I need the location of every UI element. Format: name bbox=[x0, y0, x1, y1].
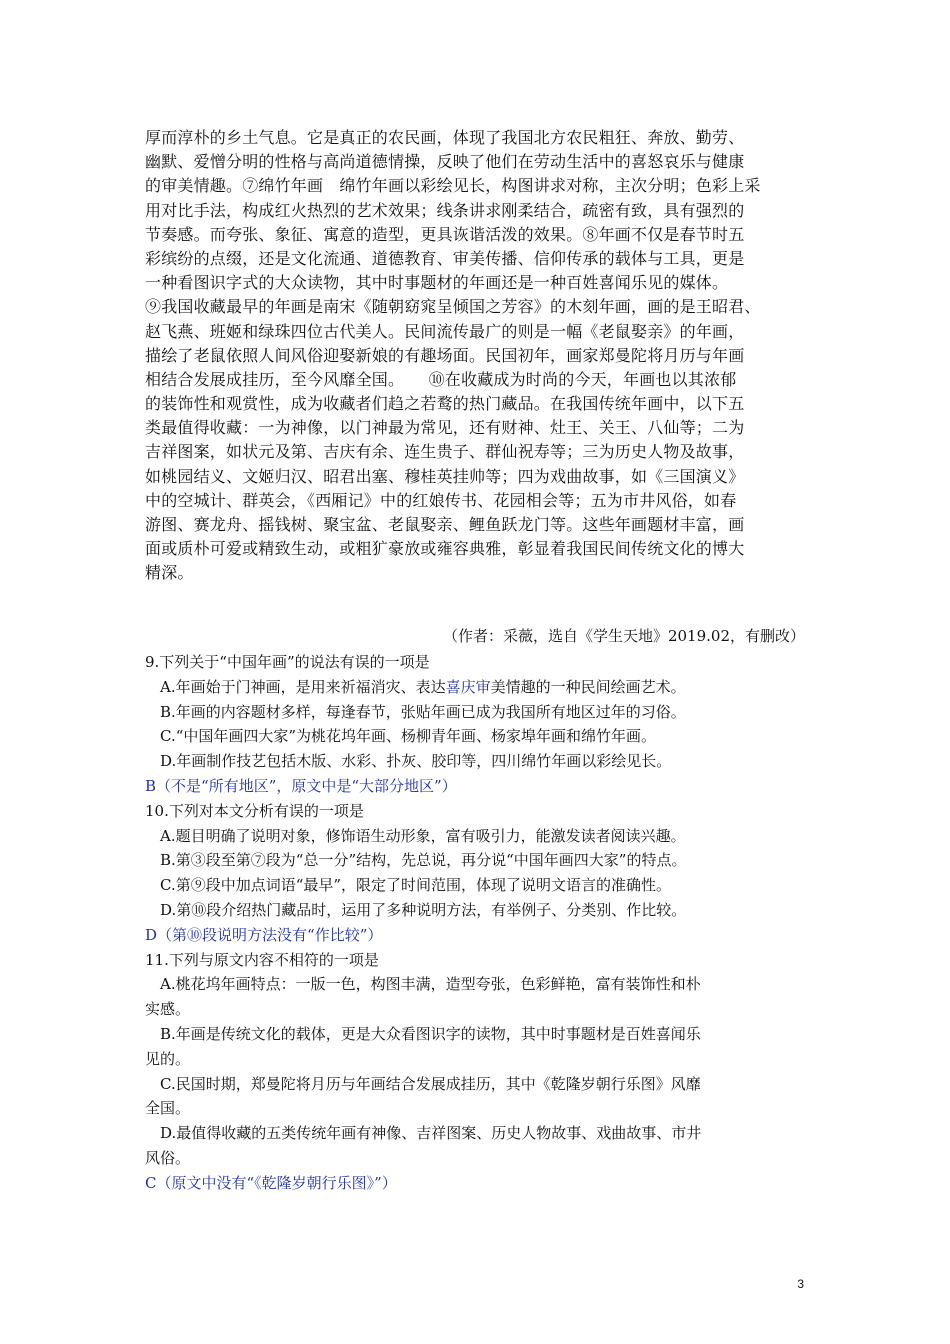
passage-line: 的审美情趣。⑦绵竹年画 绵竹年画以彩绘见长，构图讲求对称，主次分明；色彩上采 bbox=[145, 176, 761, 196]
passage-line: 用对比手法，构成红火热烈的艺术效果；线条讲求刚柔结合，疏密有致，具有强烈的 bbox=[145, 200, 745, 220]
passage-line: 赵飞燕、班姬和绿珠四位古代美人。民间流传最广的则是一幅《老鼠娶亲》的年画， bbox=[145, 321, 745, 341]
question-11-option-d-cont: 风俗。 bbox=[145, 1148, 191, 1167]
question-11-option-c: C.民国时期，郑曼陀将月历与年画结合发展成挂历，其中《乾隆岁朝行乐图》风靡 bbox=[160, 1074, 701, 1093]
passage-line: 相结合发展成挂历，至今风靡全国。 ⑩在收藏成为时尚的今天，年画也以其浓郁 bbox=[145, 369, 737, 389]
page-number: 3 bbox=[797, 1277, 804, 1291]
question-11-option-c-cont: 全国。 bbox=[145, 1099, 191, 1118]
question-10-option-d: D.第⑩段介绍热门藏品时，运用了多种说明方法，有举例子、分类别、作比较。 bbox=[160, 900, 687, 919]
passage-line: 节奏感。而夸张、象征、寓意的造型，更具诙谐活泼的效果。⑧年画不仅是春节时五 bbox=[145, 224, 745, 244]
question-10-option-a: A.题目明确了说明对象，修饰语生动形象，富有吸引力，能激发读者阅读兴趣。 bbox=[160, 826, 686, 845]
passage-text bbox=[145, 126, 805, 586]
passage-line: 描绘了老鼠依照人间风俗迎娶新娘的有趣场面。民国初年，画家郑曼陀将月历与年画 bbox=[145, 345, 745, 365]
passage-line: 类最值得收藏：一为神像，以门神最为常见，还有财神、灶王、关王、八仙等；二为 bbox=[145, 418, 745, 438]
question-11-stem: 11.下列与原文内容不相符的一项是 bbox=[145, 950, 379, 969]
passage-line: 吉祥图案，如状元及第、吉庆有余、连生贵子、群仙祝寿等；三为历史人物及故事， bbox=[145, 442, 745, 462]
question-11-option-b: B.年画是传统文化的载体，更是大众看图识字的读物，其中时事题材是百姓喜闻乐 bbox=[160, 1024, 701, 1043]
question-9-answer: B（不是“所有地区”，原文中是“大部分地区”） bbox=[145, 776, 457, 795]
question-11-option-a: A.桃花坞年画特点：一版一色，构图丰满，造型夸张，色彩鲜艳，富有装饰性和朴 bbox=[160, 975, 701, 994]
passage-line: 厚而淳朴的乡土气息。它是真正的农民画，体现了我国北方农民粗狂、奔放、勤劳、 bbox=[145, 128, 745, 147]
question-9-option-d: D.年画制作技艺包括木版、水彩、扑灰、胶印等，四川绵竹年画以彩绘见长。 bbox=[160, 752, 672, 771]
source-citation: （作者：采薇，选自《学生天地》2019.02，有删改） bbox=[442, 627, 805, 645]
option-text: 美情趣的一种民间绘画艺术。 bbox=[490, 677, 686, 696]
question-9-option-a bbox=[145, 675, 810, 700]
option-text: A.年画始于门神画，是用来祈福消灾、表达 bbox=[160, 677, 446, 696]
passage-line: 如桃园结义、文姬归汉、昭君出塞、穆桂英挂帅等；四为戏曲故事，如《三国演义》 bbox=[145, 466, 745, 486]
question-11-option-a-cont: 实感。 bbox=[145, 1000, 191, 1019]
question-10-option-b: B.第③段至第⑦段为“总一分”结构，先总说，再分说“中国年画四大家”的特点。 bbox=[160, 851, 687, 870]
passage-line: 面或质朴可爱或精致生动，或粗犷豪放或雍容典雅，彰显着我国民间传统文化的博大 bbox=[145, 539, 745, 559]
question-10-option-c: C.第⑨段中加点词语“最早”，限定了时间范围，体现了说明文语言的准确性。 bbox=[160, 876, 672, 895]
question-11-answer: C（原文中没有“《乾隆岁朝行乐图》”） bbox=[145, 1173, 397, 1192]
passage-line: 幽默、爱憎分明的性格与高尚道德情操，反映了他们在劳动生活中的喜怒哀乐与健康 bbox=[145, 152, 745, 172]
passage-line: 彩缤纷的点缀，还是文化流通、道德教育、审美传播、信仰传承的载体与工具，更是 bbox=[145, 248, 745, 268]
passage-line: 游图、赛龙舟、摇钱树、聚宝盆、老鼠娶亲、鲤鱼跃龙门等。这些年画题材丰富，画 bbox=[145, 515, 745, 534]
passage-line: ⑨我国收藏最早的年画是南宋《随朝窈窕呈倾国之芳容》的木刻年画，画的是王昭君、 bbox=[145, 297, 761, 317]
question-9-stem: 9.下列关于“中国年画”的说法有误的一项是 bbox=[145, 653, 430, 671]
question-10-stem: 10.下列对本文分析有误的一项是 bbox=[145, 801, 364, 820]
question-9-option-c: C.“中国年画四大家”为桃花坞年画、杨柳青年画、杨家埠年画和绵竹年画。 bbox=[160, 727, 657, 746]
question-9-option-b: B.年画的内容题材多样，每逢春节，张贴年画已成为我国所有地区过年的习俗。 bbox=[160, 702, 686, 721]
question-11-option-b-cont: 见的。 bbox=[145, 1049, 191, 1068]
question-10-answer: D（第⑩段说明方法没有“作比较”） bbox=[145, 925, 383, 944]
question-11-option-d: D.最值得收藏的五类传统年画有神像、吉祥图案、历史人物故事、戏曲故事、市井 bbox=[160, 1124, 702, 1143]
passage-line: 的装饰性和观赏性，成为收藏者们趋之若鹜的热门藏品。在我国传统年画中，以下五 bbox=[145, 394, 745, 414]
questions-section bbox=[145, 650, 810, 1196]
passage-line: 中的空城计、群英会，《西厢记》中的红娘传书、花园相会等；五为市井风俗，如春 bbox=[145, 490, 737, 510]
highlighted-text: 喜庆审 bbox=[445, 677, 491, 696]
passage-line: 一种看图识字式的大众读物，其中时事题材的年画还是一种百姓喜闻乐见的媒体。 bbox=[145, 273, 729, 293]
passage-line: 精深。 bbox=[145, 563, 194, 583]
